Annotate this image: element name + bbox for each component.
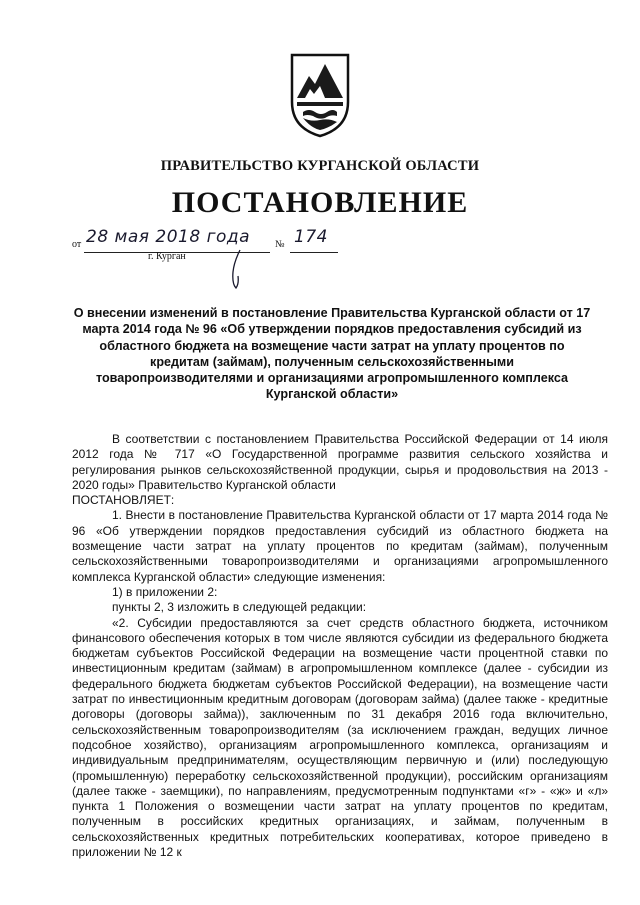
- signature-stroke: [224, 248, 246, 290]
- document-body: [72, 432, 608, 860]
- city-label: г. Курган: [148, 251, 186, 262]
- date-prefix-label: от: [72, 239, 82, 250]
- paragraph-item-1: 1. Внести в постановление Правительства Курганской области от 17 марта 2014 года № 96 «Об утверждении порядков предоставления субсидий из областного бюджета на возмещение части затрат на уплату процентов по кредитам (займам), полученным сельскохозяйственными товаропроизводителями и организациями агропромышленного комплекса Курганской области» следующие изменения:: [72, 508, 608, 584]
- paragraph-preamble: В соответствии с постановлением Правительства Российской Федерации от 14 июля 2012 года № 717 «О Государственной программе развития сельского хозяйства и регулирования рынков сельскохозяйственной продукции, сырья и продовольствия на 2013 - 2020 годы» Правительство Курганской области: [72, 432, 608, 492]
- coat-of-arms-emblem: [289, 52, 351, 138]
- handwritten-date: 28 мая 2018 года: [86, 227, 251, 247]
- number-label: №: [275, 239, 285, 250]
- handwritten-number: 174: [294, 227, 328, 247]
- document-type: ПОСТАНОВЛЕНИЕ: [171, 186, 469, 219]
- paragraph-subitem-1: 1) в приложении 2:: [112, 584, 218, 599]
- paragraph-resolves: ПОСТАНОВЛЯЕТ:: [72, 493, 175, 508]
- government-name: ПРАВИТЕЛЬСТВО КУРГАНСКОЙ ОБЛАСТИ: [160, 158, 480, 174]
- paragraph-point-2: «2. Субсидии предоставляются за счет средств областного бюджета, источником финансового обеспечения которых в том числе являются субсидии из федерального бюджета бюджетам субъектов Российской Федерации на возмещение части процентной ставки по инвестиционным кредитам (займам) в агропромышленном комплексе (далее - субсидии из федерального бюджета бюджетам субъектов Российской Федерации), на возмещение части затрат по инвестиционным кредитным договорам (договорам займа) (далее также - кредитные договоры (договоры займа)), заключенным по 31 декабря 2016 года включительно, сельскохозяйственным товаропроизводителям (за исключением граждан, ведущих личное подсобное хозяйство), организациям агропромышленного комплекса, организациям и индивидуальным предпринимателям, осуществляющим первичную и (или) последующую (промышленную) переработку сельскохозяйственной продукции), российским организациям (далее также - заемщики), по направлениям, предусмотренным подпунктами «г» - «ж» и «л» пункта 1 Положения о возмещении части затрат на уплату процентов по кредитам, полученным в российских кредитных организациях, и займам, полученным в сельскохозяйственных кредитных потребительских кооперативах, которое приведено в приложении № 12 к: [72, 615, 608, 860]
- number-underline: [290, 252, 338, 253]
- paragraph-points: пункты 2, 3 изложить в следующей редакции:: [112, 600, 367, 615]
- document-title: О внесении изменений в постановление Правительства Курганской области от 17 марта 2014 года № 96 «Об утверждении порядков предоставления субсидий из областного бюджета на возмещение части затрат на уплату процентов по кредитам (займам), полученным сельскохозяйственными товаропроизводителями и организациями агропромышленного комплекса Курганской области»: [73, 306, 591, 402]
